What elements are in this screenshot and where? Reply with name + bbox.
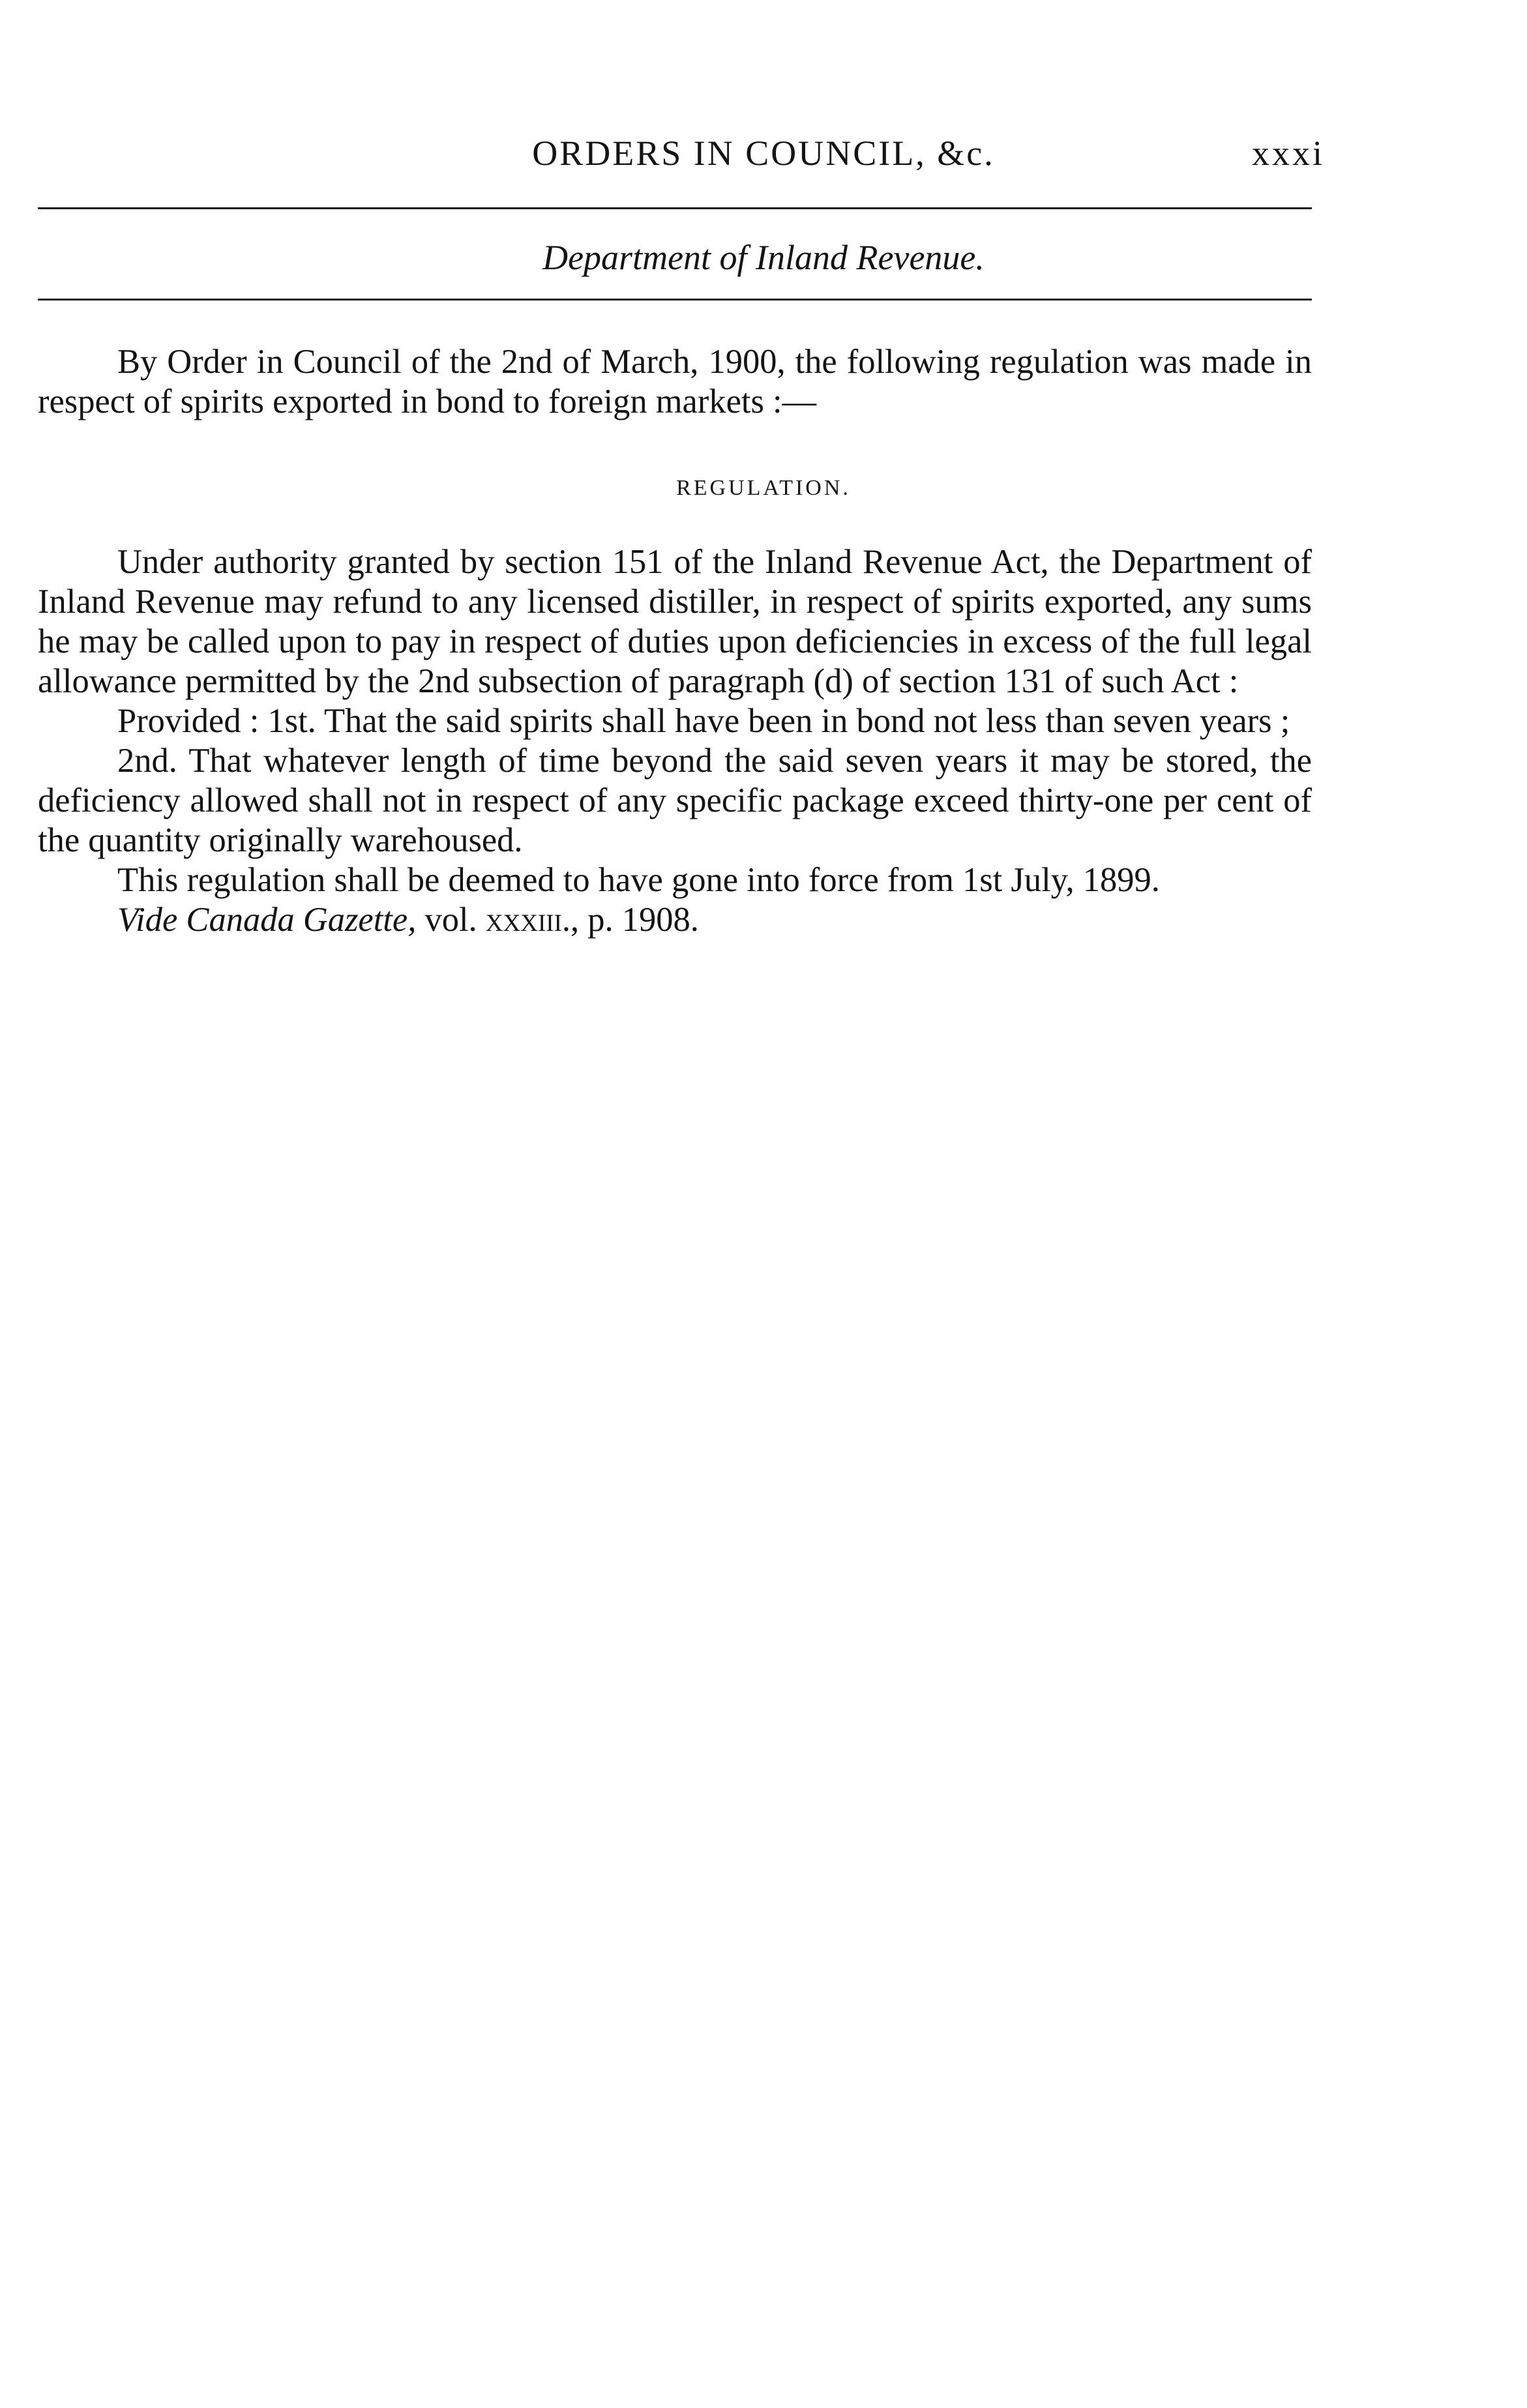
- section-rule: [38, 299, 1312, 301]
- regulation-paragraph-1: Under authority granted by section 151 of the Inland Revenue Act, the Department of Inland Revenue may refund to any licensed distiller, in respect of spirits exported, any sums he may be called upon to pay in respect of duties upon deficiencies in excess of the full legal allowance permitted by the 2nd subsection of paragraph (d) of section 131 of such Act :: [38, 543, 1312, 700]
- regulation-paragraph-3: 2nd. That whatever length of time beyond the said seven years it may be stored, the deficiency allowed shall not in respect of any specific package exceed thirty-one per cent of the quantity originally warehoused.: [38, 742, 1312, 859]
- intro-paragraph: By Order in Council of the 2nd of March, 1900, the following regulation was made in respect of spirits exported in bond to foreign markets :—: [38, 343, 1312, 420]
- citation-vol-label: vol.: [424, 901, 477, 939]
- citation-page: , p. 1908.: [571, 901, 699, 939]
- page-number: xxxi: [1251, 134, 1325, 173]
- regulation-heading: REGULATION.: [676, 476, 851, 500]
- citation-source: Vide Canada Gazette,: [117, 901, 417, 939]
- header-rule: [38, 207, 1312, 209]
- regulation-body: [38, 542, 1312, 940]
- citation: [38, 900, 1312, 940]
- citation-volume: xxxiii.: [485, 901, 571, 939]
- regulation-paragraph-2: Provided : 1st. That the said spirits shall have been in bond not less than seven years ;: [117, 702, 1290, 740]
- running-title: ORDERS IN COUNCIL, &c.: [532, 134, 995, 173]
- intro-block: [38, 342, 1312, 422]
- regulation-paragraph-4: This regulation shall be deemed to have gone into force from 1st July, 1899.: [117, 861, 1160, 899]
- section-title: Department of Inland Revenue.: [542, 238, 985, 277]
- running-head: [0, 130, 1527, 176]
